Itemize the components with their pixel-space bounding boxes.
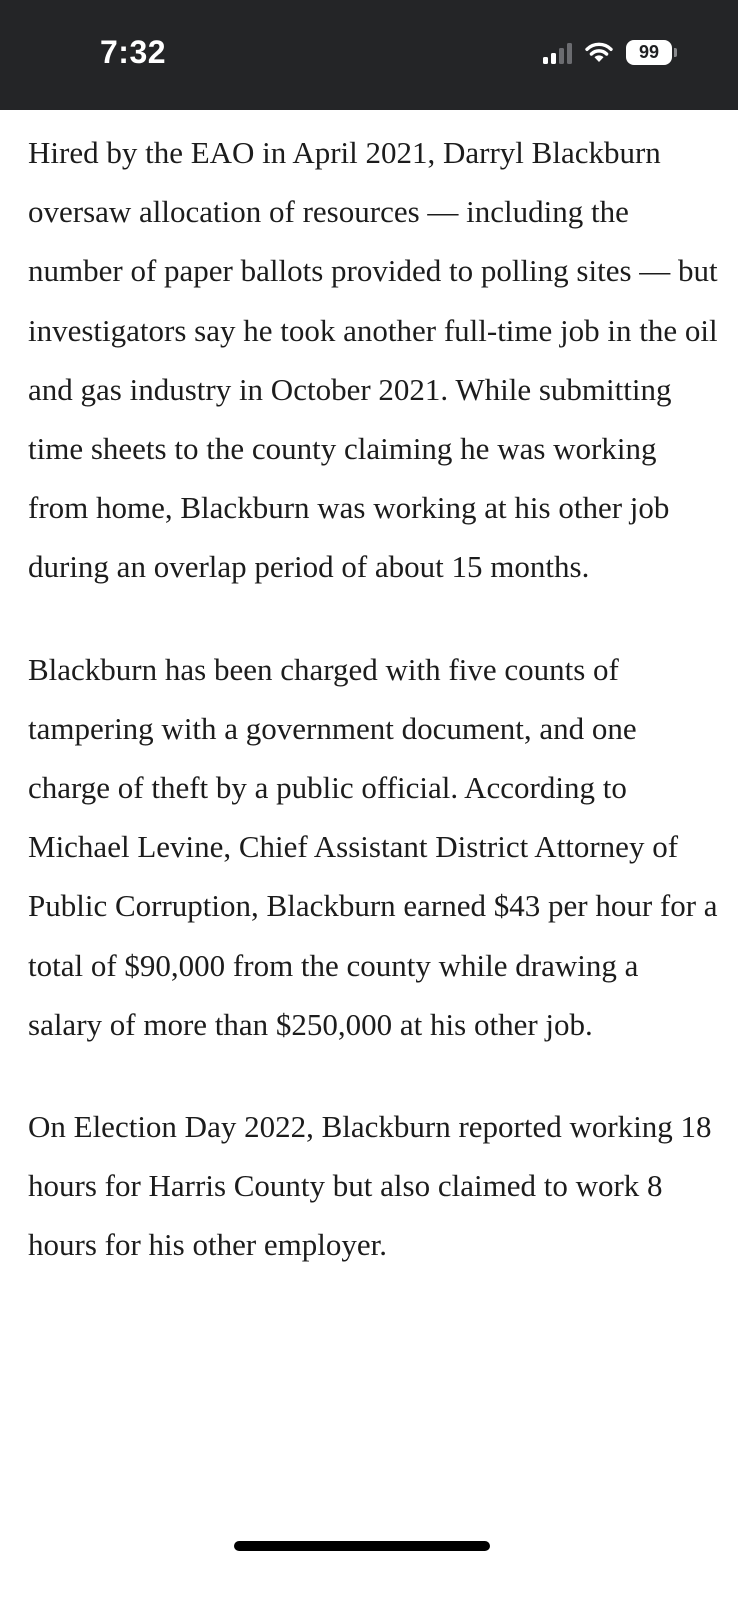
- battery-level: 99: [638, 42, 660, 62]
- home-indicator[interactable]: [234, 1541, 490, 1551]
- status-indicators: [543, 40, 672, 65]
- status-bar: [0, 0, 738, 110]
- status-time: 7:32: [100, 34, 167, 70]
- battery-icon: [626, 40, 672, 65]
- wifi-icon: [584, 42, 614, 64]
- article-paragraph-1: Hired by the EAO in April 2021, Darryl Blackburn oversaw allocation of resources — including the number of paper ballots provided to polling sites — but investigators say he took another full-time job in the oil and gas industry in October 2021. While submitting time sheets to the county claiming he was working from home, Blackburn was working at his other job during an overlap period of about 15 months.: [28, 135, 718, 585]
- battery-nub: [674, 48, 677, 57]
- article-body: [28, 123, 718, 1318]
- article-paragraph-2: Blackburn has been charged with five counts of tampering with a government document, and one charge of theft by a public official. According to Michael Levine, Chief Assistant District Attorney of Public Corruption, Blackburn earned $43 per hour for a total of $90,000 from the county while drawing a salary of more than $250,000 at his other job.: [28, 651, 718, 1042]
- article-paragraph-3: On Election Day 2022, Blackburn reported working 18 hours for Harris County but also claimed to work 8 hours for his other employer.: [28, 1109, 712, 1263]
- cellular-signal-icon: [543, 42, 572, 64]
